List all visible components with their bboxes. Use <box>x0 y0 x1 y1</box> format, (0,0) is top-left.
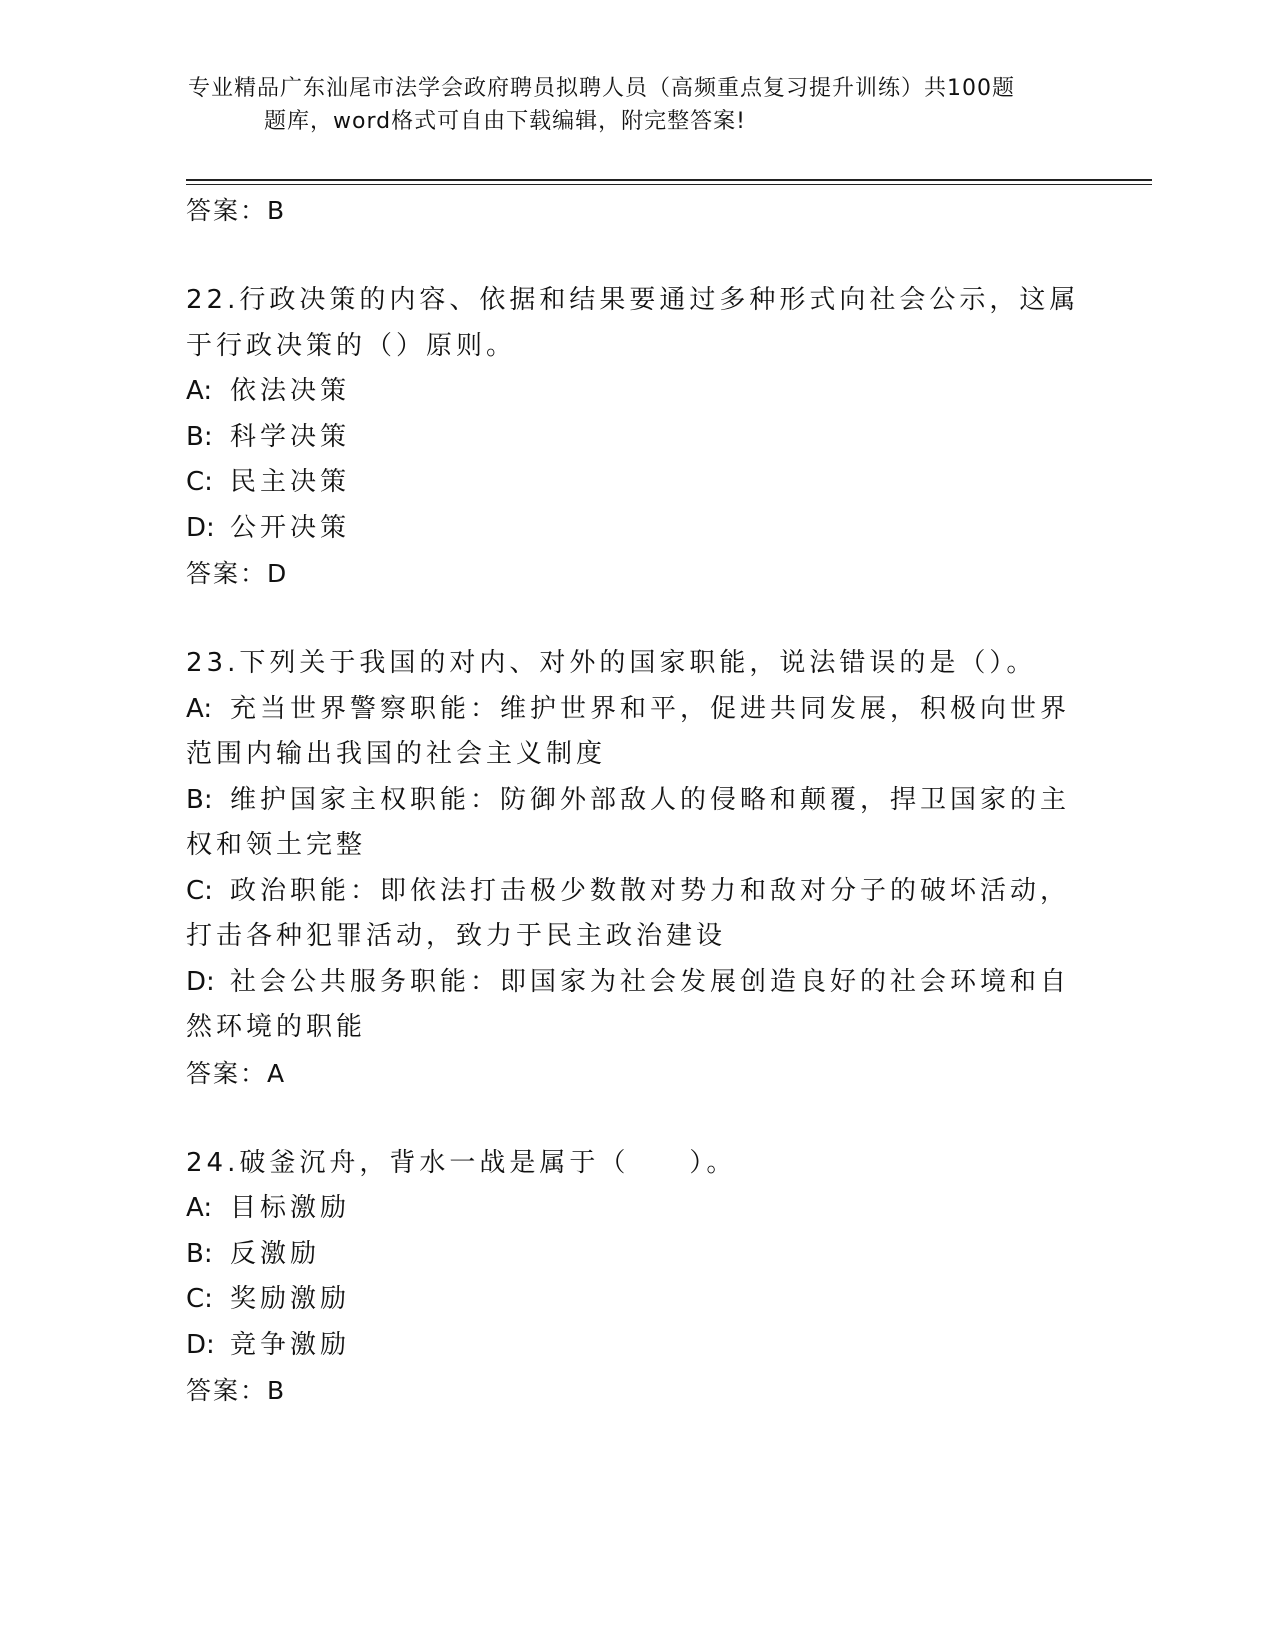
option-key: A: <box>186 1193 213 1223</box>
option-text: 维护国家主权职能：防御外部敌人的侵略和颠覆，捍卫国家的主权和领土完整 <box>186 784 1071 860</box>
option-c <box>186 1277 1086 1323</box>
question-block <box>186 1141 1086 1415</box>
option-key: D: <box>186 1329 215 1360</box>
question-stem: 22.行政决策的内容、依据和结果要通过多种形式向社会公示，这属于行政决策的（）原则。 <box>186 285 1080 361</box>
question-block <box>186 278 1086 597</box>
option-text: 目标激励 <box>230 1193 351 1223</box>
option-a <box>186 1186 1086 1232</box>
option-text: 科学决策 <box>230 421 351 452</box>
option-text: 社会公共服务职能：即国家为社会发展创造良好的社会环境和自然环境的职能 <box>186 966 1071 1042</box>
option-a <box>186 687 1086 778</box>
option-key: D: <box>186 512 215 543</box>
answer: 答案：D <box>186 559 289 588</box>
option-key: B: <box>186 1238 213 1269</box>
option-key: C: <box>186 875 213 906</box>
option-text: 竞争激励 <box>230 1329 351 1360</box>
option-c <box>186 869 1086 960</box>
option-d <box>186 506 1086 552</box>
answer-previous: 答案：B <box>186 196 287 225</box>
option-key: B: <box>186 784 213 815</box>
option-a <box>186 369 1086 415</box>
option-text: 民主决策 <box>230 467 351 497</box>
spacer <box>186 597 1086 641</box>
option-c <box>186 460 1086 506</box>
header-title-line1: 专业精品广东汕尾市法学会政府聘员拟聘人员（高频重点复习提升训练）共100题 <box>188 76 1015 101</box>
header-rule-thin <box>186 184 1152 185</box>
header-title-line2: 题库，word格式可自由下载编辑，附完整答案! <box>264 109 746 134</box>
answer: 答案：A <box>186 1058 287 1088</box>
spacer <box>186 1097 1086 1141</box>
option-b <box>186 778 1086 869</box>
option-d <box>186 960 1086 1051</box>
answer: 答案：B <box>186 1376 287 1405</box>
option-text: 政治职能：即依法打击极少数散对势力和敌对分子的破坏活动，打击各种犯罪活动，致力于民主政治建设 <box>186 875 1071 951</box>
option-key: C: <box>186 467 213 497</box>
option-text: 反激励 <box>230 1238 321 1269</box>
option-key: A: <box>186 376 213 406</box>
option-key: A: <box>186 693 213 724</box>
option-text: 依法决策 <box>230 376 351 406</box>
question-stem: 23.下列关于我国的对内、对外的国家职能，说法错误的是（）。 <box>186 648 1037 678</box>
option-text: 公开决策 <box>230 512 351 543</box>
spacer <box>186 234 1086 278</box>
question-block <box>186 641 1086 1097</box>
question-list <box>186 188 1086 1414</box>
option-key: B: <box>186 421 213 452</box>
option-text: 奖励激励 <box>230 1284 351 1314</box>
option-key: D: <box>186 966 215 997</box>
header-rule-thick <box>186 179 1152 181</box>
option-b <box>186 415 1086 461</box>
option-text: 充当世界警察职能：维护世界和平，促进共同发展，积极向世界范围内输出我国的社会主义制度 <box>186 693 1071 769</box>
document-header <box>188 72 1088 138</box>
option-b <box>186 1232 1086 1278</box>
option-d <box>186 1323 1086 1369</box>
option-key: C: <box>186 1284 213 1314</box>
question-stem: 24.破釜沉舟，背水一战是属于（ ）。 <box>186 1147 737 1178</box>
